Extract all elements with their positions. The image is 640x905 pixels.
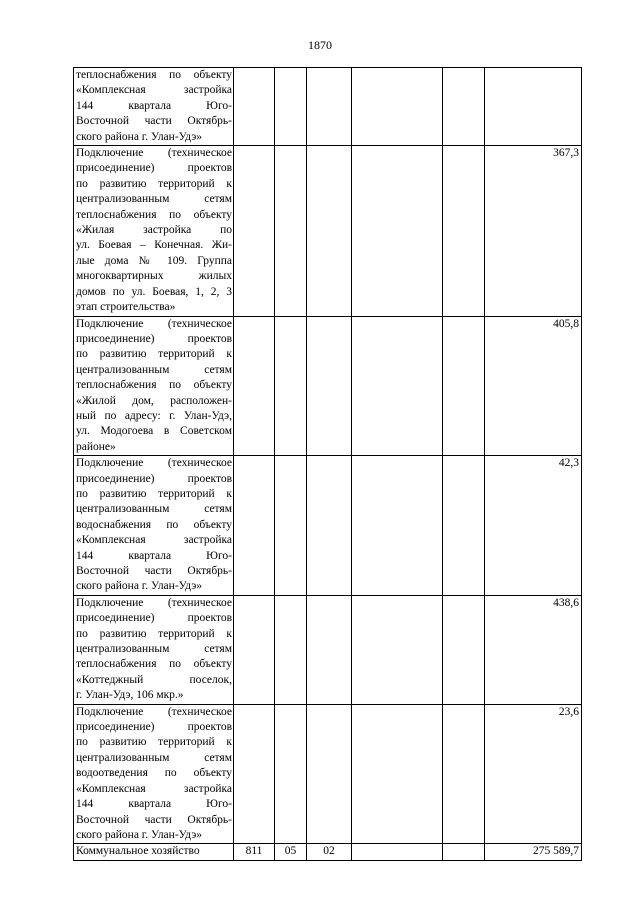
budget-table [73,67,582,861]
row-description [74,844,234,860]
description-line: централизованным сетям [76,193,232,206]
description-line: «Жилая застройка по [76,224,232,237]
description-line: присоединение) проектов [76,721,232,734]
description-line: 144 квартала Юго- [76,798,232,811]
description-line: ул. Модогоева в Советском [76,425,232,438]
description-line: централизованным сетям [76,643,232,656]
description-line: теплоснабжения по объекту [76,208,232,221]
description-line: этап строительства» [76,301,176,314]
amount-cell: 275 589,7 [485,844,582,860]
code-cell-col2 [275,456,307,596]
description-line: «Комплексная застройка [76,84,232,97]
code-cell-col3 [307,316,352,456]
description-line: «Жилой дом, расположен- [76,394,232,407]
code-cell-col4 [352,146,443,316]
table-row [74,316,582,456]
code-cell-col4 [352,68,443,146]
code-cell-col3 [307,595,352,704]
amount-cell: 23,6 [485,704,582,844]
code-cell-col4 [352,844,443,860]
description-line: домов по ул. Боевая, 1, 2, 3 [76,285,232,298]
description-line: Коммунальное хозяйство [76,845,200,858]
description-line: Восточной части Октябрь- [76,813,232,826]
code-cell-col2 [275,316,307,456]
row-description [74,704,234,844]
description-line: по развитию территорий к [76,487,232,500]
page-number: 1870 [308,38,332,52]
description-line: водоснабжения по объекту [76,518,232,531]
code-cell-col4 [352,456,443,596]
description-line: по развитию территорий к [76,348,232,361]
code-cell-col1 [234,704,275,844]
amount-cell: 405,8 [485,316,582,456]
code-cell-col5 [443,595,485,704]
code-cell-col3 [307,146,352,316]
amount-cell: 42,3 [485,456,582,596]
code-cell-col1 [234,456,275,596]
description-line: «Комплексная застройка [76,534,232,547]
code-cell-col2 [275,68,307,146]
description-line: Подключение (техническое [76,705,232,718]
row-description [74,456,234,596]
code-cell-col2: 05 [275,844,307,860]
code-cell-col5 [443,316,485,456]
description-line: централизованным сетям [76,751,232,764]
description-line: по развитию территорий к [76,736,232,749]
description-line: Восточной части Октябрь- [76,565,232,577]
row-description [74,68,234,146]
table-row [74,595,582,704]
amount-cell [485,68,582,146]
table-row [74,704,582,844]
description-line: «Коттеджный поселок, [76,673,232,686]
description-line: Восточной части Октябрь- [76,115,232,128]
table-row [74,146,582,316]
code-cell-col4 [352,704,443,844]
code-cell-col1 [234,68,275,146]
code-cell-col2 [275,146,307,316]
description-line: Подключение (техническое [76,596,232,609]
description-line: присоединение) проектов [76,332,232,345]
description-line: присоединение) проектов [76,472,232,485]
code-cell-col3 [307,456,352,596]
description-line: лые дома № 109. Группа [76,254,232,267]
description-line: водоотведения по объекту [76,767,232,780]
description-line: районе» [76,440,116,453]
table-body [74,68,582,861]
description-line: г. Улан-Удэ, 106 мкр.» [76,689,184,702]
description-line: ный по адресу: г. Улан-Удэ, [76,409,232,422]
description-line: ского района г. Улан-Удэ» [76,580,203,593]
code-cell-col2 [275,704,307,844]
description-line: ул. Боевая – Конечная. Жи- [76,239,232,252]
table-row [74,844,582,860]
code-cell-col5 [443,68,485,146]
code-cell-col1 [234,316,275,456]
description-line: по развитию территорий к [76,177,232,190]
code-cell-col1 [234,595,275,704]
description-line: теплоснабжения по объекту [76,69,232,81]
code-cell-col4 [352,316,443,456]
row-description [74,146,234,316]
description-line: «Комплексная застройка [76,782,232,795]
row-description [74,595,234,704]
description-line: теплоснабжения по объекту [76,658,232,671]
description-line: 144 квартала Юго- [76,99,232,112]
description-line: по развитию территорий к [76,627,232,640]
code-cell-col4 [352,595,443,704]
description-line: 144 квартала Юго- [76,549,232,562]
code-cell-col3 [307,68,352,146]
code-cell-col5 [443,704,485,844]
table-row [74,68,582,146]
description-line: централизованным сетям [76,363,232,376]
amount-cell: 438,6 [485,595,582,704]
code-cell-col1 [234,146,275,316]
description-line: Подключение (техническое [76,457,232,470]
amount-cell: 367,3 [485,146,582,316]
description-line: присоединение) проектов [76,162,232,175]
code-cell-col3 [307,704,352,844]
description-line: централизованным сетям [76,503,232,516]
description-line: ского района г. Улан-Удэ» [76,828,203,841]
description-line: присоединение) проектов [76,612,232,625]
description-line: многоквартирных жилых [76,270,232,283]
description-line: Подключение (техническое [76,317,232,330]
code-cell-col2 [275,595,307,704]
table-row [74,456,582,596]
code-cell-col3: 02 [307,844,352,860]
description-line: ского района г. Улан-Удэ» [76,130,203,143]
code-cell-col5 [443,456,485,596]
code-cell-col1: 811 [234,844,275,860]
description-line: теплоснабжения по объекту [76,379,232,392]
row-description [74,316,234,456]
code-cell-col5 [443,844,485,860]
description-line: Подключение (техническое [76,147,232,160]
code-cell-col5 [443,146,485,316]
